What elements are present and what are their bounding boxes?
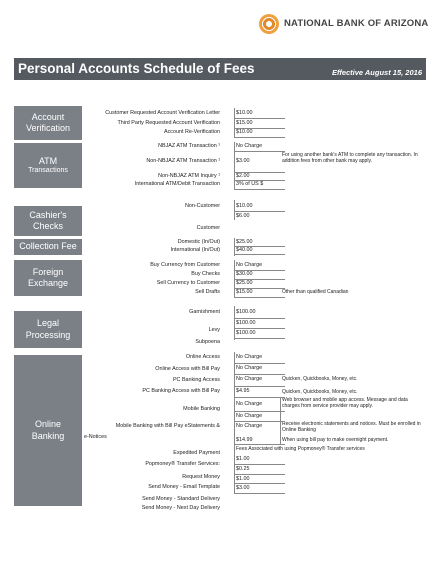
fee-label: Popmoney® Transfer Services:	[145, 461, 220, 467]
fee-label: Mobile Banking with Bill Pay eStatements &	[115, 423, 220, 429]
fee-label: Third Party Requested Account Verification	[117, 120, 220, 126]
fee-label: PC Banking Access with Bill Pay	[142, 388, 220, 394]
fee-value: $10.00	[236, 110, 253, 116]
bank-logo-icon	[259, 14, 279, 34]
divider	[235, 411, 285, 412]
fee-value: 3% of US $	[236, 181, 264, 187]
divider	[235, 246, 285, 247]
fee-note: Quicken, Quickbooks, Money, etc.	[282, 376, 358, 382]
divider	[235, 297, 285, 298]
divider	[235, 151, 285, 152]
fee-label: Send Money - Email Template	[148, 484, 220, 490]
fee-label: International (In/Out)	[170, 247, 220, 253]
fee-label: Subpoena	[195, 339, 220, 345]
fee-label: NBJAZ ATM Transaction ¹	[158, 143, 220, 149]
fee-value: No Charge	[236, 413, 263, 419]
fee-label: Mobile Banking	[183, 406, 220, 412]
section-online-banking: Online Banking	[14, 355, 82, 506]
divider	[235, 279, 285, 280]
fee-note: Receive electronic statements and notices. Must be enrolled in Online Banking	[282, 421, 421, 433]
divider	[235, 189, 285, 190]
fee-label: Customer	[196, 225, 220, 231]
fee-value: $0.25	[236, 466, 250, 472]
fee-label: Garnishment	[189, 309, 220, 315]
divider	[234, 108, 235, 138]
fee-label: Levy	[208, 327, 220, 333]
divider	[235, 374, 285, 375]
divider	[235, 118, 285, 119]
fee-label: Online Access with Bill Pay	[155, 366, 220, 372]
fee-label: e-Notices	[84, 434, 107, 440]
section-cashiers-checks: Cashier's Checks	[14, 206, 82, 236]
fee-label: PC Banking Access	[172, 377, 220, 383]
fee-value: $100.00	[236, 320, 256, 326]
fee-value: $1.00	[236, 456, 250, 462]
fee-note: When using bill pay to make overnight payment.	[282, 437, 389, 443]
fee-note: For using another bank's ATM to complete any transaction. In addition fees from other bank may apply.	[282, 152, 418, 164]
fee-label: Expedited Payment	[173, 450, 220, 456]
fee-value: $2.00	[236, 173, 250, 179]
fee-value: $1.00	[236, 476, 250, 482]
fee-note: Quicken, Quickbooks, Money, etc.	[282, 389, 358, 395]
divider	[235, 421, 285, 422]
divider	[235, 254, 285, 255]
fee-label: Domestic (In/Out)	[177, 239, 220, 245]
fee-value: $4.95	[236, 388, 250, 394]
divider	[234, 306, 235, 340]
divider	[235, 444, 285, 445]
divider	[235, 137, 285, 138]
fee-value: No Charge	[236, 401, 263, 407]
divider	[235, 483, 285, 484]
fee-label: Sell Currency to Customer	[156, 280, 220, 286]
title-banner	[14, 58, 426, 80]
fee-value: $6.00	[236, 213, 250, 219]
fee-value: $100.00	[236, 330, 256, 336]
fee-value: No Charge	[236, 365, 263, 371]
fee-value: No Charge	[236, 354, 263, 360]
divider	[235, 180, 285, 181]
fee-note: Other than qualified Canadian	[282, 289, 349, 295]
fee-note: Web browser and mobile app access. Message and data charges from service provider may apply.	[282, 397, 408, 409]
effective-date: Effective August 15, 2016	[331, 68, 422, 77]
fee-value: $15.00	[236, 289, 253, 295]
fee-label: Send Money - Next Day Delivery	[141, 505, 220, 511]
fee-value: No Charge	[236, 423, 263, 429]
fee-label: Non-NBJAZ ATM Transaction ¹	[146, 158, 220, 164]
divider	[235, 270, 285, 271]
fee-label: Send Money - Standard Delivery	[142, 496, 220, 502]
divider	[235, 493, 285, 494]
fee-label: Non-Customer	[184, 203, 220, 209]
divider	[235, 464, 285, 465]
section-legal-processing: Legal Processing	[14, 311, 82, 348]
divider	[235, 363, 285, 364]
section-collection-fee: Collection Fee	[14, 239, 82, 255]
bank-name: NATIONAL BANK OF ARIZONA	[284, 18, 429, 29]
section-atm: ATM Transactions	[14, 143, 82, 188]
fee-label: Non-NBJAZ ATM Inquiry ¹	[158, 173, 220, 179]
fee-value: $40.00	[236, 247, 253, 253]
fee-value: No Charge	[236, 143, 263, 149]
fee-value: $15.00	[236, 120, 253, 126]
divider	[235, 474, 285, 475]
fee-label: Buy Currency from Customer	[150, 262, 220, 268]
fee-value: $3.00	[236, 158, 250, 164]
fee-value: $10.00	[236, 129, 253, 135]
section-foreign-exchange: Foreign Exchange	[14, 260, 82, 296]
divider	[235, 211, 285, 212]
divider	[235, 288, 285, 289]
fee-value: $14.99	[236, 437, 253, 443]
fee-value: Fees Associated with using Popmoney® Transfer services	[236, 446, 365, 452]
fee-value: $100.00	[236, 309, 256, 315]
divider	[235, 328, 285, 329]
divider	[235, 128, 285, 129]
divider	[235, 386, 285, 387]
divider	[234, 142, 235, 190]
fee-label: Account Re-Verification	[163, 129, 220, 135]
page-title: Personal Accounts Schedule of Fees	[18, 61, 255, 76]
divider	[235, 397, 285, 398]
fee-value: $3.00	[236, 485, 250, 491]
fee-value: No Charge	[236, 262, 263, 268]
fee-label: Sell Drafts	[195, 289, 220, 295]
fee-value: No Charge	[236, 376, 263, 382]
section-account-verification: Account Verification	[14, 106, 82, 140]
divider	[235, 318, 285, 319]
fee-label: Request Money	[182, 474, 220, 480]
fee-value: $25.00	[236, 239, 253, 245]
divider	[235, 172, 285, 173]
fee-value: $25.00	[236, 280, 253, 286]
fee-value: $30.00	[236, 271, 253, 277]
divider	[235, 338, 285, 339]
fee-label: Customer Requested Account Verification Letter	[105, 110, 220, 116]
fee-label: Online Access	[185, 354, 220, 360]
fee-value: $10.00	[236, 203, 253, 209]
divider	[234, 200, 235, 220]
fee-label: Buy Checks	[191, 271, 220, 277]
fee-label: International ATM/Debit Transaction	[134, 181, 220, 187]
